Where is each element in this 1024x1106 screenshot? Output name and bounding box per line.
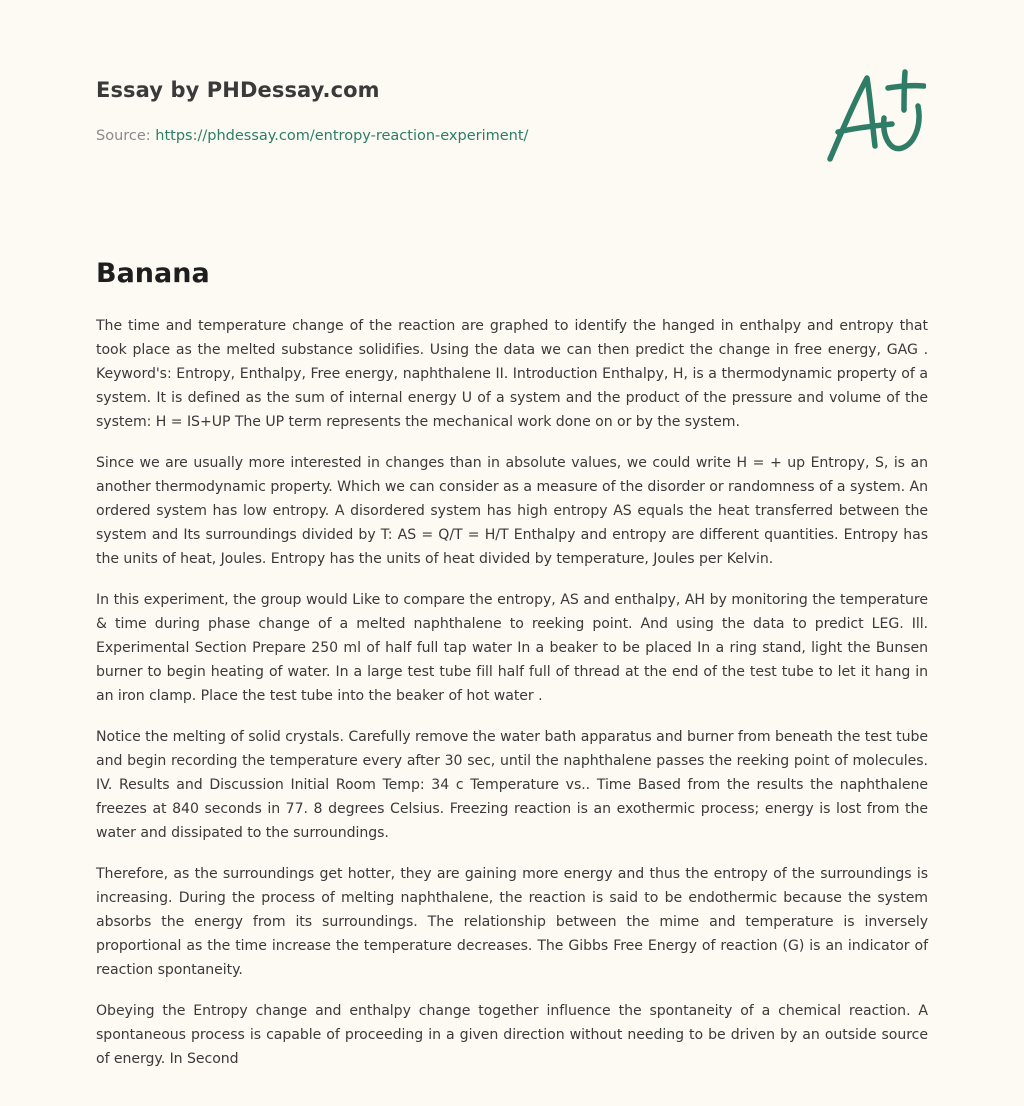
source-label: Source:	[96, 128, 156, 144]
source-line	[96, 126, 796, 146]
essay-title: Banana	[96, 258, 210, 289]
essay-paragraph: Obeying the Entropy change and enthalpy change together influence the spontaneity of a chemical reaction. A spontaneous process is capable of proceeding in a given direction without needing to be driven by an outside source of energy. In Second	[96, 1003, 928, 1067]
essay-paragraph: Therefore, as the surroundings get hotter, they are gaining more energy and thus the entropy of the surroundings is increasing. During the process of melting naphthalene, the reaction is said to be endothermic because the system absorbs the energy from its surroundings. The relationship between the mime and temperature is inversely proportional as the time increase the temperature decreases. The Gibbs Free Energy of reaction (G) is an indicator of reaction spontaneity.	[96, 866, 928, 978]
site-title: Essay by PHDessay.com	[96, 78, 380, 102]
essay-header	[96, 76, 796, 146]
essay-paragraph: In this experiment, the group would Like to compare the entropy, AS and enthalpy, AH by monitoring the temperature & time during phase change of a melted naphthalene to reeking point. And using the data to predict LEG. Ill. Experimental Section Prepare 250 ml of half full tap water In a beaker to be placed In a ring stand, light the Bunsen burner to begin heating of water. In a large test tube fill half full of thread at the end of the test tube to let it hang in an iron clamp. Place the test tube into the beaker of hot water .	[96, 592, 928, 704]
essay-paragraph: The time and temperature change of the reaction are graphed to identify the hanged in enthalpy and entropy that took place as the melted substance solidifies. Using the data we can then predict the change in free energy, GAG . Keyword's: Entropy, Enthalpy, Free energy, naphthalene II. Introduction Enthalpy, H, is a thermodynamic property of a system. It is defined as the sum of internal energy U of a system and the product of the pressure and volume of the system: H = IS+UP The UP term represents the mechanical work done on or by the system.	[96, 318, 928, 430]
essay-paragraph: Since we are usually more interested in changes than in absolute values, we could write H = + up Entropy, S, is an another thermodynamic property. Which we can consider as a measure of the disorder or randomness of a system. An ordered system has low entropy. A disordered system has high entropy AS equals the heat transferred between the system and Its surroundings divided by T: AS = Q/T = H/T Enthalpy and entropy are different quantities. Entropy has the units of heat, Joules. Entropy has the units of heat divided by temperature, Joules per Kelvin.	[96, 455, 928, 567]
essay-body	[96, 314, 928, 1088]
a-plus-logo-icon	[822, 66, 926, 166]
essay-paragraph: Notice the melting of solid crystals. Carefully remove the water bath apparatus and burner from beneath the test tube and begin recording the temperature every after 30 sec, until the naphthalene passes the reeking point of molecules. IV. Results and Discussion Initial Room Temp: 34 c Temperature vs.. Time Based from the results the naphthalene freezes at 840 seconds in 77. 8 degrees Celsius. Freezing reaction is an exothermic process; energy is lost from the water and dissipated to the surroundings.	[96, 729, 928, 841]
source-link[interactable]: https://phdessay.com/entropy-reaction-experiment/	[155, 128, 529, 144]
